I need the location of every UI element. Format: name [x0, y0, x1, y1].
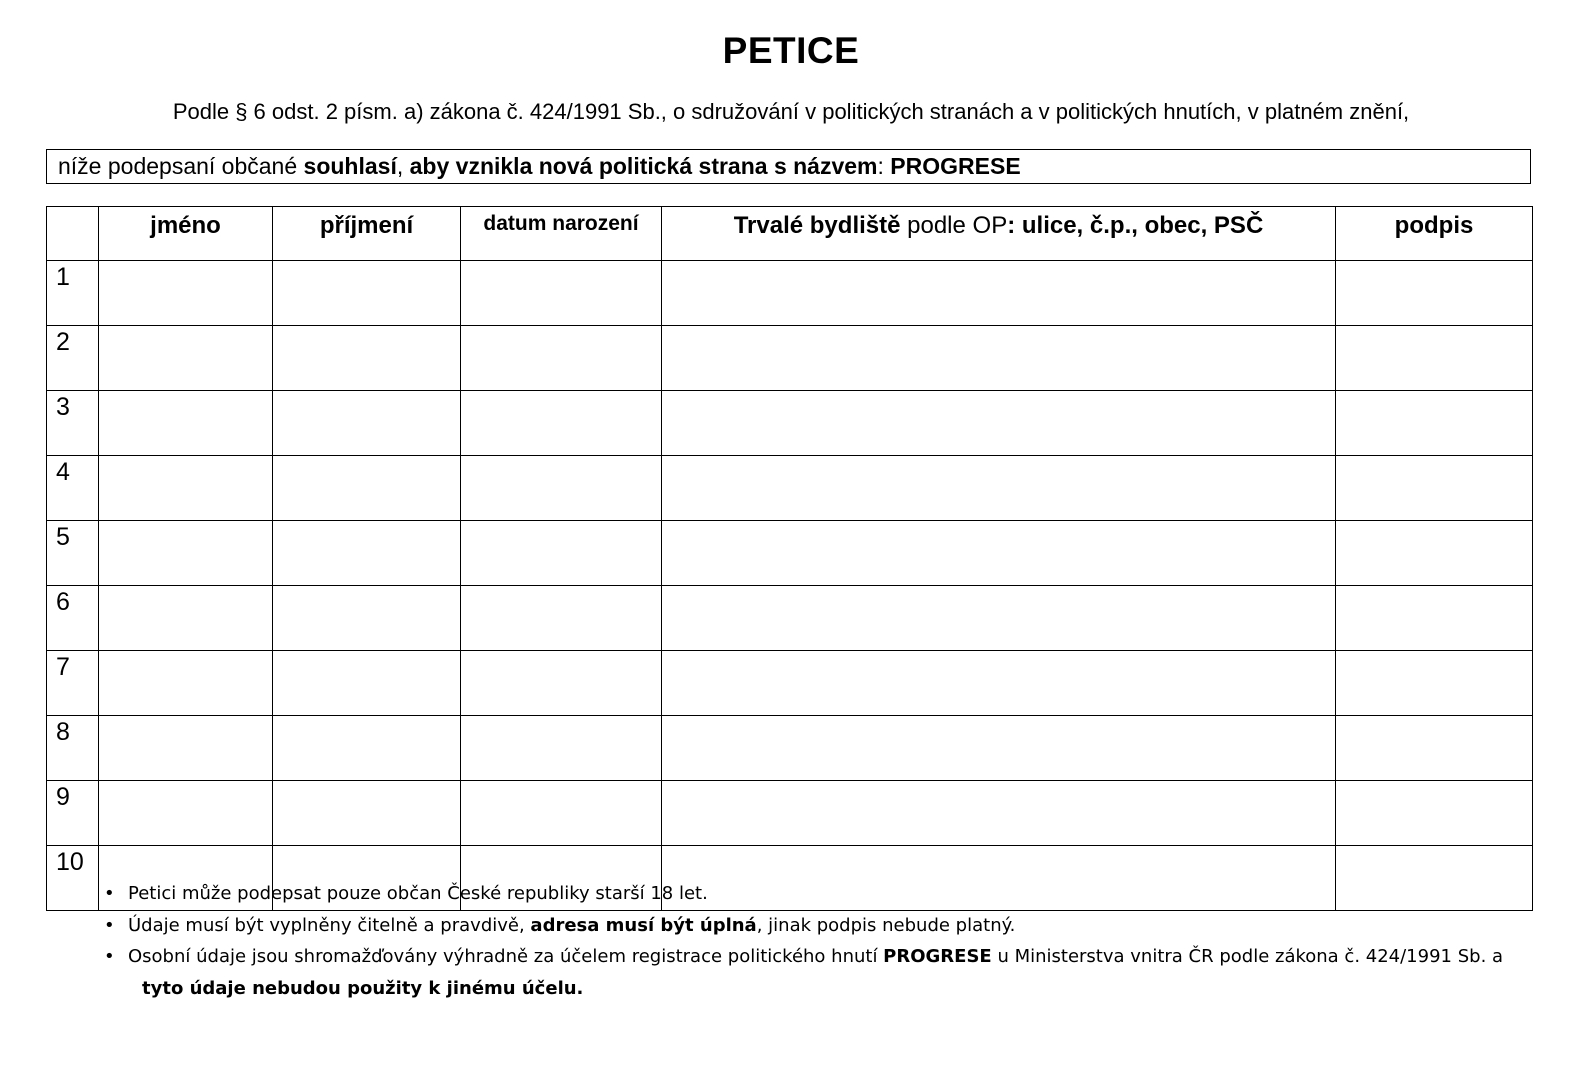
last-name-cell[interactable] — [273, 716, 461, 781]
signature-table — [46, 206, 1533, 911]
first-name-cell[interactable] — [99, 391, 273, 456]
declaration-box — [46, 149, 1531, 184]
last-name-cell[interactable] — [273, 651, 461, 716]
note-text: Petici může podepsat pouze občan České republiky starší 18 let. — [128, 883, 708, 904]
row-number: 3 — [47, 391, 99, 456]
table-row — [47, 391, 1533, 456]
notes-list — [100, 878, 1540, 1004]
birth-date-cell[interactable] — [461, 586, 662, 651]
signature-cell[interactable] — [1336, 716, 1533, 781]
address-cell[interactable] — [662, 586, 1336, 651]
birth-date-cell[interactable] — [461, 781, 662, 846]
note-text: Osobní údaje jsou shromažďovány výhradně za účelem registrace politického hnutí — [128, 946, 884, 967]
row-number: 1 — [47, 261, 99, 326]
signature-cell[interactable] — [1336, 781, 1533, 846]
address-cell[interactable] — [662, 781, 1336, 846]
address-cell[interactable] — [662, 456, 1336, 521]
address-cell[interactable] — [662, 716, 1336, 781]
signature-cell[interactable] — [1336, 651, 1533, 716]
table-row — [47, 651, 1533, 716]
last-name-cell[interactable] — [273, 521, 461, 586]
row-number: 5 — [47, 521, 99, 586]
row-number: 8 — [47, 716, 99, 781]
first-name-cell[interactable] — [99, 456, 273, 521]
bullet-icon: • — [104, 883, 115, 904]
note-emphasis: tyto údaje nebudou použity k jinému účelu. — [142, 977, 584, 999]
header-birth-date: datum narození — [461, 207, 662, 261]
birth-date-cell[interactable] — [461, 716, 662, 781]
table-row — [47, 781, 1533, 846]
signature-cell[interactable] — [1336, 391, 1533, 456]
address-cell[interactable] — [662, 391, 1336, 456]
last-name-cell[interactable] — [273, 391, 461, 456]
address-cell[interactable] — [662, 261, 1336, 326]
first-name-cell[interactable] — [99, 716, 273, 781]
signature-cell[interactable] — [1336, 456, 1533, 521]
note-item — [100, 910, 1540, 942]
table-row — [47, 716, 1533, 781]
party-name: PROGRESE — [890, 153, 1021, 179]
note-item — [100, 878, 1540, 910]
table-row — [47, 326, 1533, 391]
note-emphasis: PROGRESE — [883, 946, 992, 967]
signature-cell[interactable] — [1336, 261, 1533, 326]
address-cell[interactable] — [662, 521, 1336, 586]
row-number: 4 — [47, 456, 99, 521]
last-name-cell[interactable] — [273, 326, 461, 391]
note-text: Údaje musí být vyplněny čitelně a pravdivě, — [128, 914, 531, 936]
bullet-icon: • — [104, 946, 115, 967]
first-name-cell[interactable] — [99, 651, 273, 716]
row-number: 10 — [47, 846, 99, 911]
birth-date-cell[interactable] — [461, 521, 662, 586]
header-address-bold: Trvalé bydliště — [733, 212, 901, 239]
row-number: 7 — [47, 651, 99, 716]
note-item — [100, 941, 1540, 1004]
row-number: 6 — [47, 586, 99, 651]
table-header-row — [47, 207, 1533, 261]
last-name-cell[interactable] — [273, 586, 461, 651]
table-row — [47, 456, 1533, 521]
header-number — [47, 207, 99, 261]
row-number: 2 — [47, 326, 99, 391]
signature-cell[interactable] — [1336, 586, 1533, 651]
header-first-name: jméno — [99, 207, 273, 261]
legal-basis-text: Podle § 6 odst. 2 písm. a) zákona č. 424/1991 Sb., o sdružování v politických stranách a v politických hnutích, v platném znění, — [172, 99, 1410, 124]
birth-date-cell[interactable] — [461, 391, 662, 456]
last-name-cell[interactable] — [273, 781, 461, 846]
note-text: u Ministerstva vnitra ČR podle zákona č. 424/1991 Sb. a — [991, 946, 1504, 967]
signature-cell[interactable] — [1336, 521, 1533, 586]
address-cell[interactable] — [662, 326, 1336, 391]
signature-cell[interactable] — [1336, 326, 1533, 391]
birth-date-cell[interactable] — [461, 261, 662, 326]
last-name-cell[interactable] — [273, 261, 461, 326]
note-emphasis: adresa musí být úplná — [530, 914, 757, 936]
first-name-cell[interactable] — [99, 261, 273, 326]
declaration-part: , — [396, 153, 410, 179]
declaration-part: níže podepsaní občané — [58, 153, 304, 179]
declaration-part: : — [877, 153, 891, 179]
declaration-agree: souhlasí — [303, 153, 397, 179]
last-name-cell[interactable] — [273, 456, 461, 521]
birth-date-cell[interactable] — [461, 326, 662, 391]
table-row — [47, 521, 1533, 586]
first-name-cell[interactable] — [99, 781, 273, 846]
header-address-rest: : ulice, č.p., obec, PSČ — [1007, 212, 1264, 239]
birth-date-cell[interactable] — [461, 456, 662, 521]
first-name-cell[interactable] — [99, 326, 273, 391]
birth-date-cell[interactable] — [461, 651, 662, 716]
table-row — [47, 261, 1533, 326]
header-last-name: příjmení — [273, 207, 461, 261]
header-address-normal: podle OP — [900, 212, 1008, 239]
row-number: 9 — [47, 781, 99, 846]
table-row — [47, 586, 1533, 651]
first-name-cell[interactable] — [99, 586, 273, 651]
address-cell[interactable] — [662, 651, 1336, 716]
bullet-icon: • — [104, 914, 115, 936]
header-address — [662, 207, 1336, 261]
document-title: PETICE — [722, 30, 860, 71]
declaration-purpose: aby vznikla nová politická strana s názvem — [409, 153, 878, 179]
note-text: , jinak podpis nebude platný. — [756, 914, 1016, 936]
header-signature: podpis — [1336, 207, 1533, 261]
first-name-cell[interactable] — [99, 521, 273, 586]
